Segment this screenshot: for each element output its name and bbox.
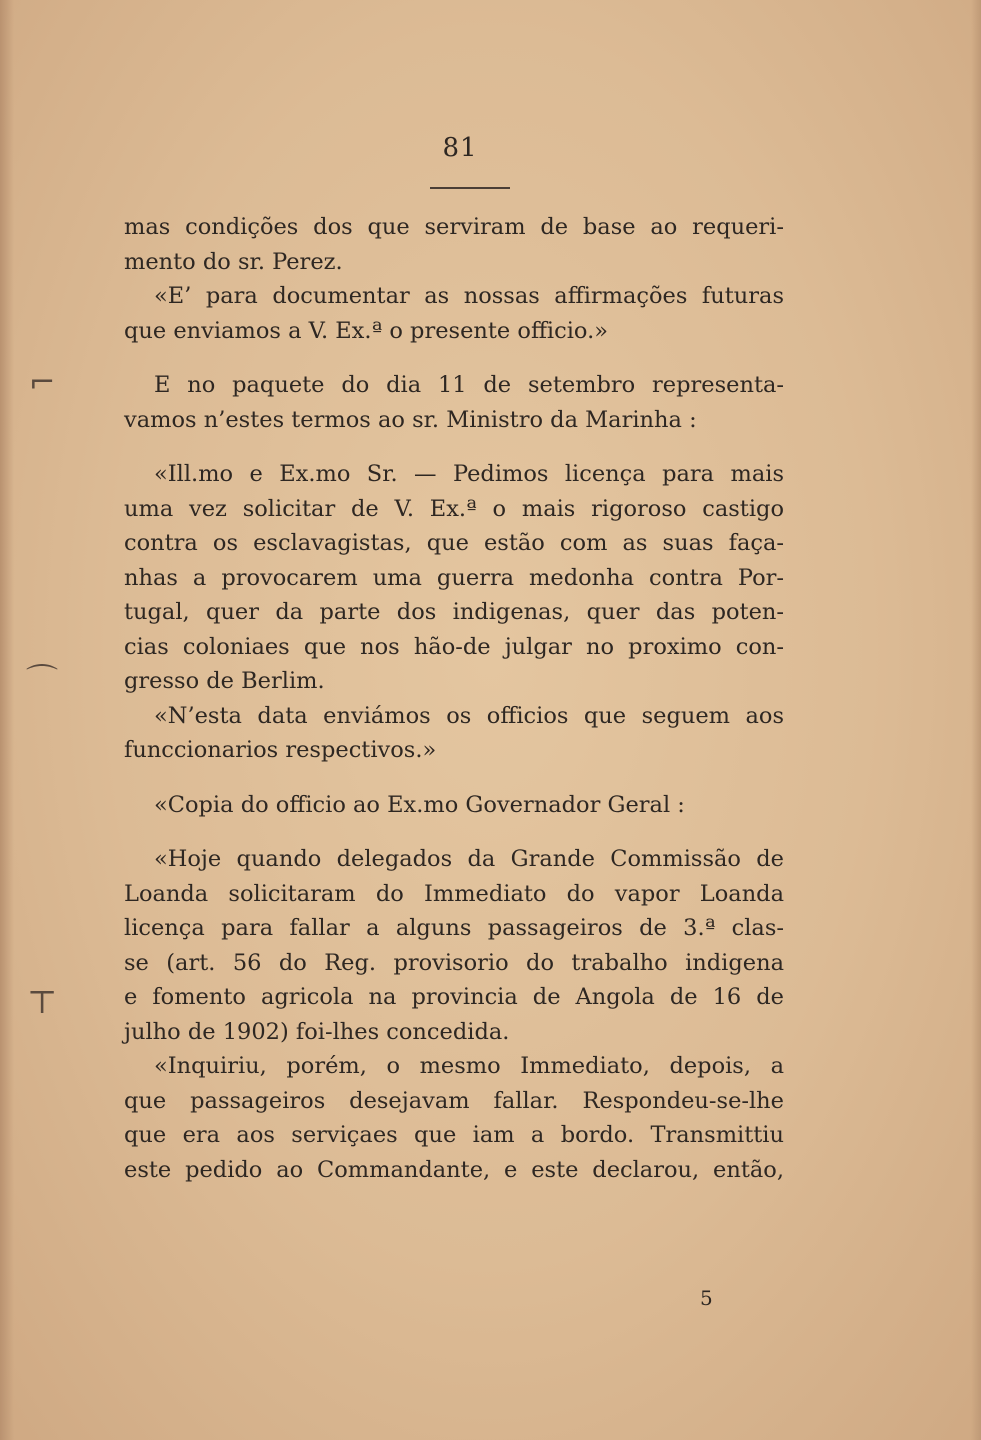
text-line: gresso de Berlim. [124, 668, 325, 694]
signature-mark: 5 [700, 1286, 713, 1310]
body-text [124, 210, 784, 1187]
text-line: que passageiros desejavam fallar. Respondeu-se-lhe [124, 1087, 784, 1114]
text-line: mas condições dos que serviram de base ao requeri- [124, 214, 784, 240]
text-line: «Inquiriu, porém, o mesmo Immediato, depois, a [154, 1053, 784, 1079]
text-line: «Ill.mo e Ex.mo Sr. — Pedimos licença para mais [154, 461, 784, 487]
text-line: nhas a provocarem uma guerra medonha contra Por- [124, 564, 784, 591]
text-line: «Hoje quando delegados da Grande Commissão de [154, 846, 784, 872]
text-line: licença para fallar a alguns passageiros de 3.ª clas- [124, 915, 784, 941]
text-line: Loanda solicitaram do Immediato do vapor Loanda [124, 880, 784, 907]
header-rule [430, 187, 510, 189]
binding-hole-mark: ⊤ [26, 983, 58, 1021]
text-line: vamos n’estes termos ao sr. Ministro da Marinha : [124, 406, 697, 433]
text-line: que era aos serviçaes que iam a bordo. Transmittiu [124, 1122, 784, 1148]
page-number: 81 [442, 133, 478, 163]
text-line: se (art. 56 do Reg. provisorio do trabalho indigena [124, 949, 784, 976]
text-line: julho de 1902) foi-lhes concedida. [124, 1018, 510, 1045]
text-line: e fomento agricola na provincia de Angola de 16 de [124, 984, 784, 1010]
text-line: E no paquete do dia 11 de setembro representa- [154, 372, 784, 398]
text-line: «Copia do officio ao Ex.mo Governador Geral : [154, 791, 685, 818]
binding-hole-mark: ⌒ [25, 661, 58, 699]
text-line: tugal, quer da parte dos indigenas, quer das poten- [124, 599, 784, 625]
text-line: funccionarios respectivos.» [124, 737, 437, 763]
text-line: mento do sr. Perez. [124, 248, 343, 275]
text-line: «E’ para documentar as nossas affirmações futuras [154, 283, 784, 309]
page-edge-right [971, 0, 981, 1440]
text-line: contra os esclavagistas, que estão com as suas faça- [124, 530, 784, 556]
binding-hole-mark: ⌐ [28, 363, 56, 401]
text-line: uma vez solicitar de V. Ex.ª o mais rigoroso castigo [124, 495, 784, 522]
text-line: «N’esta data enviámos os officios que seguem aos [154, 702, 784, 729]
text-line: este pedido ao Commandante, e este declarou, então, [124, 1156, 784, 1183]
text-line: que enviamos a V. Ex.ª o presente officio.» [124, 317, 608, 344]
page-edge-left [0, 0, 14, 1440]
text-line: cias coloniaes que nos hão-de julgar no proximo con- [124, 633, 784, 660]
